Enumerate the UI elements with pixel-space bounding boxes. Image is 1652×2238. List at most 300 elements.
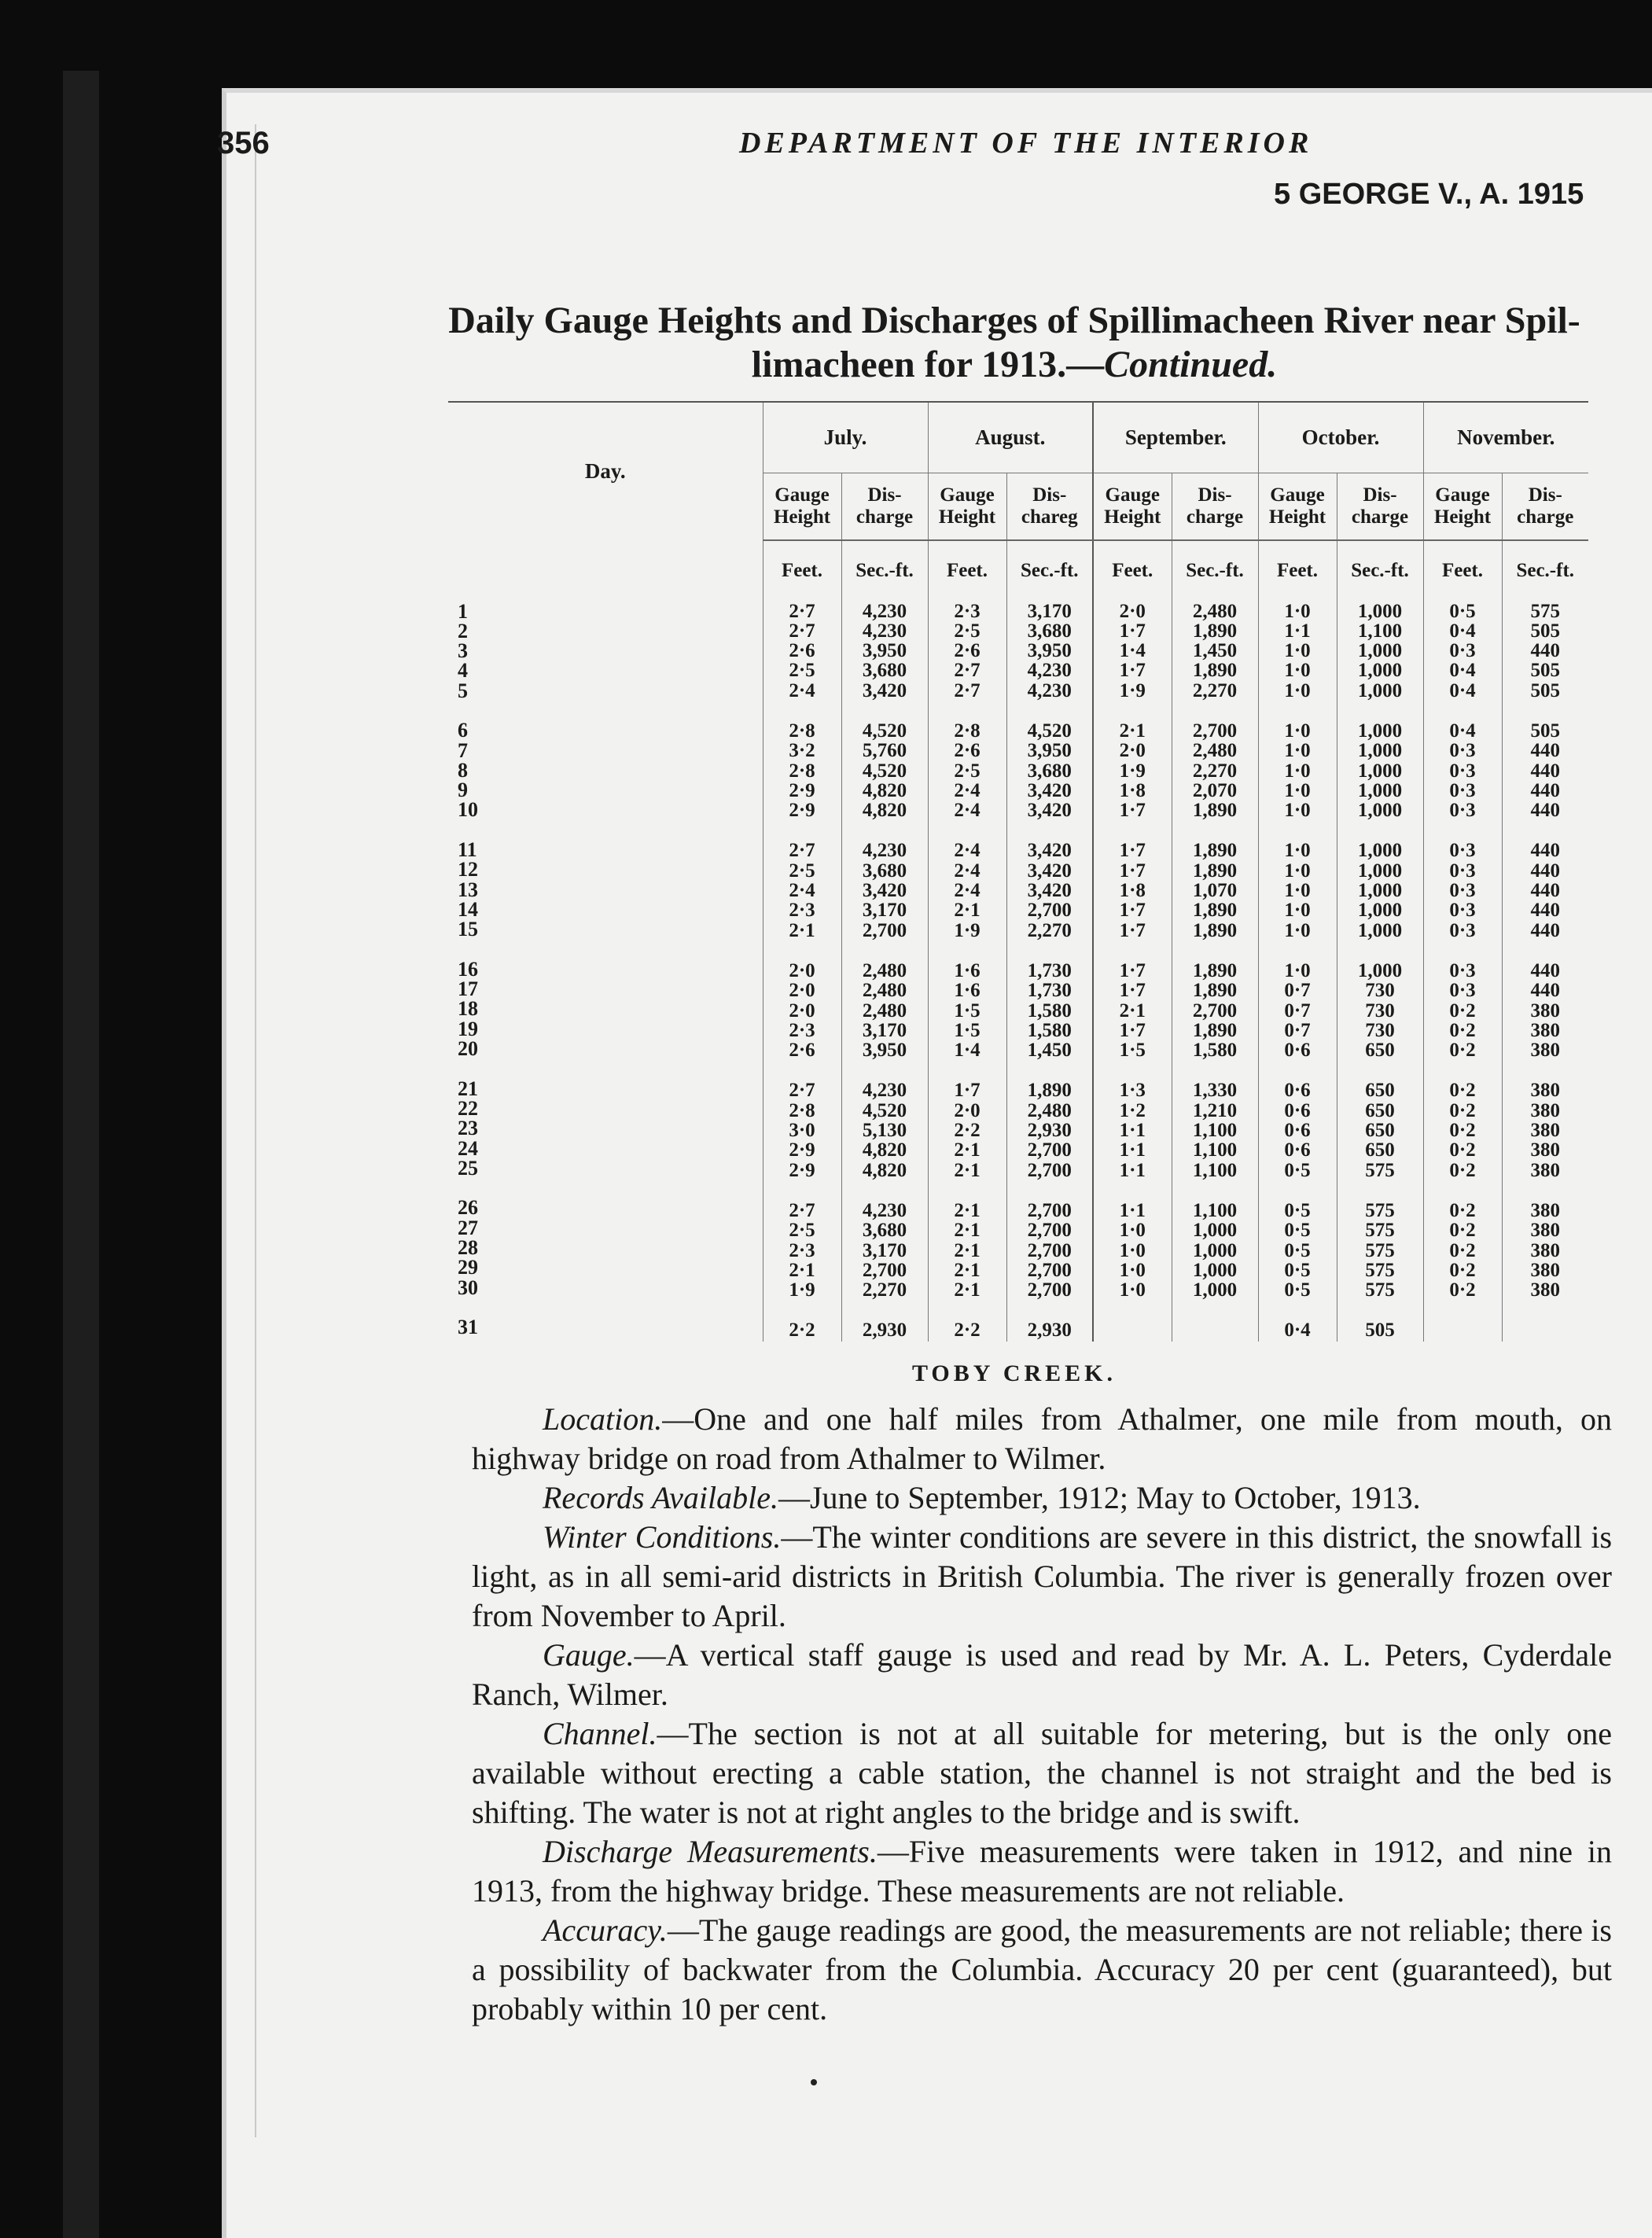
row-gap xyxy=(929,1300,1006,1320)
table-cell: 1·7 xyxy=(954,1080,981,1102)
day-number: 20 xyxy=(458,1037,478,1061)
table-cell: 3,950 xyxy=(1027,740,1072,762)
table-cell: 3,170 xyxy=(862,900,907,922)
table-cell: 1·1 xyxy=(1119,1120,1146,1142)
table-cell: 0·3 xyxy=(1449,800,1476,822)
table-cell: 1·0 xyxy=(1119,1220,1146,1242)
table-cell: 2·6 xyxy=(954,740,981,762)
table-cell: 1·5 xyxy=(954,999,981,1021)
month-header: September. xyxy=(1093,402,1258,473)
table-cell: 0·6 xyxy=(1284,1040,1311,1062)
day-number: 8 xyxy=(458,758,468,782)
data-column xyxy=(1006,601,1093,1342)
table-cell: 380 xyxy=(1530,1159,1560,1181)
paragraph-text: —Five measurements were taken in 1912, and nine in 1913, from the highway bridge. These measurements are not reliable. xyxy=(472,1834,1613,1909)
scan-left-edge xyxy=(63,71,99,2238)
table-cell: 2·3 xyxy=(789,1239,815,1261)
table-cell: 1·0 xyxy=(1284,720,1311,742)
table-cell: 2·7 xyxy=(954,660,981,682)
table-cell: 440 xyxy=(1530,740,1560,762)
session-note: 5 GEORGE V., A. 1915 xyxy=(1274,178,1584,211)
table-cell: 1·4 xyxy=(1119,640,1146,662)
table-cell: 2,700 xyxy=(862,1259,907,1281)
table-cell: 2,700 xyxy=(1027,1239,1072,1261)
table-cell: 380 xyxy=(1530,1019,1560,1041)
table-cell: 0·2 xyxy=(1449,1159,1476,1181)
table-cell: 0·2 xyxy=(1449,999,1476,1021)
table-cell: 3,420 xyxy=(1027,880,1072,902)
table-cell: 2·4 xyxy=(954,800,981,822)
table-cell: 4,230 xyxy=(862,620,907,642)
table-cell: 2·4 xyxy=(954,779,981,801)
table-cell: 2·1 xyxy=(954,1159,981,1181)
table-cell: 0·2 xyxy=(1449,1279,1476,1301)
month-header: October. xyxy=(1258,402,1423,473)
table-cell: 2,480 xyxy=(1027,1099,1072,1121)
table-cell: 380 xyxy=(1530,1220,1560,1242)
subheader-discharge: Dis-charge xyxy=(1502,473,1588,540)
row-gap xyxy=(843,1300,927,1320)
table-cell: 440 xyxy=(1530,800,1560,822)
table-cell: 0·2 xyxy=(1449,1239,1476,1261)
table-cell: 1·0 xyxy=(1284,600,1311,622)
table-cell: 1,000 xyxy=(1357,679,1403,701)
day-number: 15 xyxy=(458,918,478,941)
subheader-gauge: Gauge Height xyxy=(1423,473,1502,540)
table-cell: 1·7 xyxy=(1119,1019,1146,1041)
table-cell: 505 xyxy=(1530,620,1560,642)
table-cell: 2·8 xyxy=(789,760,815,782)
row-gap xyxy=(1008,940,1092,961)
row-gap xyxy=(1260,1060,1336,1080)
table-cell: 0·6 xyxy=(1284,1099,1311,1121)
day-number: 9 xyxy=(458,779,468,802)
table-cell: 1,100 xyxy=(1192,1159,1238,1181)
table-cell: 2,700 xyxy=(1192,999,1238,1021)
table-cell: 2·1 xyxy=(954,1199,981,1221)
table-cell: 440 xyxy=(1530,840,1560,862)
table-cell: 3,950 xyxy=(862,640,907,662)
table-cell: 3,680 xyxy=(1027,760,1072,782)
table-cell: 1·1 xyxy=(1119,1199,1146,1221)
table-cell: 1,000 xyxy=(1357,800,1403,822)
table-cell: 2,480 xyxy=(862,980,907,1002)
table-cell: 575 xyxy=(1365,1239,1395,1261)
table-cell: 1,000 xyxy=(1192,1279,1238,1301)
unit-label: Sec.-ft. xyxy=(1502,540,1588,601)
day-number: 28 xyxy=(458,1236,478,1259)
data-column xyxy=(763,601,841,1342)
day-number: 27 xyxy=(458,1216,478,1239)
table-cell: 0·2 xyxy=(1449,1080,1476,1102)
table-cell: 2,700 xyxy=(862,919,907,941)
paragraph xyxy=(472,1400,1612,1478)
table-cell: 3,680 xyxy=(862,1220,907,1242)
table-cell: 730 xyxy=(1365,999,1395,1021)
table-cell: 1·9 xyxy=(1119,760,1146,782)
gauge-table xyxy=(448,401,1588,1342)
table-cell: 575 xyxy=(1530,600,1560,622)
table-cell: 1,890 xyxy=(1192,900,1238,922)
subheader-gauge: Gauge Height xyxy=(763,473,841,540)
table-cell: 4,520 xyxy=(1027,720,1072,742)
row-gap xyxy=(1338,940,1422,961)
table-cell: 380 xyxy=(1530,1040,1560,1062)
table-cell: 1·1 xyxy=(1119,1139,1146,1161)
subheader-discharge: Dis-charge xyxy=(1172,473,1258,540)
table-cell: 0·7 xyxy=(1284,980,1311,1002)
row-gap xyxy=(1425,1180,1501,1201)
table-title: Daily Gauge Heights and Discharges of Spillimacheen River near Spil- limacheen for 1913.—Continued. xyxy=(448,300,1580,385)
row-gap xyxy=(1008,1180,1092,1201)
row-gap xyxy=(1425,940,1501,961)
table-cell: 2,700 xyxy=(1027,900,1072,922)
table-cell: 1,580 xyxy=(1027,1019,1072,1041)
row-gap xyxy=(1503,701,1588,721)
table-cell: 1,100 xyxy=(1192,1120,1238,1142)
day-number: 3 xyxy=(458,639,468,663)
row-gap xyxy=(1503,820,1588,841)
table-cell: 4,520 xyxy=(862,760,907,782)
paragraph xyxy=(472,1911,1612,2029)
table-cell: 0·3 xyxy=(1449,779,1476,801)
table-cell xyxy=(1425,1320,1501,1340)
table-cell: 0·2 xyxy=(1449,1120,1476,1142)
row-gap xyxy=(1095,1300,1171,1320)
table-cell: 0·3 xyxy=(1449,980,1476,1002)
table-cell: 2·5 xyxy=(789,660,815,682)
table-cell: 2·0 xyxy=(789,980,815,1002)
table-cell: 650 xyxy=(1365,1040,1395,1062)
table-cell: 380 xyxy=(1530,1259,1560,1281)
table-cell: 1·7 xyxy=(1119,660,1146,682)
table-cell xyxy=(1503,1320,1588,1340)
table-cell: 3,680 xyxy=(862,859,907,882)
table-cell: 1,000 xyxy=(1357,640,1403,662)
table-cell: 4,230 xyxy=(862,1199,907,1221)
table-cell: 1·0 xyxy=(1284,740,1311,762)
table-cell: 4,230 xyxy=(862,1080,907,1102)
table-cell: 1·7 xyxy=(1119,900,1146,922)
table-cell: 4,230 xyxy=(1027,679,1072,701)
row-gap xyxy=(843,1060,927,1080)
table-cell: 1·6 xyxy=(954,980,981,1002)
table-cell: 1·0 xyxy=(1284,679,1311,701)
table-cell: 2,480 xyxy=(1192,600,1238,622)
table-cell: 2·1 xyxy=(954,1239,981,1261)
table-cell: 650 xyxy=(1365,1099,1395,1121)
paragraph-text: —The gauge readings are good, the measurements are not reliable; there is a possibility of backwater from the Columbia. Accuracy 20 per cent (guaranteed), but probably within 10 per cent. xyxy=(472,1912,1612,2026)
day-number: 5 xyxy=(458,679,468,702)
unit-label: Feet. xyxy=(763,540,841,601)
table-cell: 1·9 xyxy=(954,919,981,941)
table-cell: 0·5 xyxy=(1284,1199,1311,1221)
row-gap xyxy=(1173,820,1257,841)
table-cell: 1,000 xyxy=(1357,859,1403,882)
unit-label: Feet. xyxy=(1093,540,1172,601)
section-body xyxy=(472,1400,1612,2029)
row-gap xyxy=(1173,1180,1257,1201)
table-cell: 0·5 xyxy=(1449,600,1476,622)
table-cell: 1·0 xyxy=(1284,800,1311,822)
unit-label: Feet. xyxy=(928,540,1006,601)
row-gap xyxy=(1173,1060,1257,1080)
table-cell: 2·1 xyxy=(954,900,981,922)
table-cell: 3,420 xyxy=(862,679,907,701)
table-cell: 0·2 xyxy=(1449,1259,1476,1281)
paragraph xyxy=(472,1832,1612,1911)
row-gap xyxy=(929,1180,1006,1201)
table-cell: 1·9 xyxy=(789,1279,815,1301)
paragraph-text: —One and one half miles from Athalmer, one mile from mouth, on highway bridge on road from Athalmer to Wilmer. xyxy=(472,1401,1612,1476)
table-cell: 5,130 xyxy=(862,1120,907,1142)
data-column xyxy=(1423,601,1502,1342)
table-cell: 0·2 xyxy=(1449,1099,1476,1121)
table-cell: 3·0 xyxy=(789,1120,815,1142)
row-gap xyxy=(1425,1300,1501,1320)
row-gap xyxy=(458,1298,762,1317)
table-cell: 1,580 xyxy=(1027,999,1072,1021)
paragraph-label: Gauge. xyxy=(543,1637,635,1673)
table-cell: 0·5 xyxy=(1284,1259,1311,1281)
data-column xyxy=(1258,601,1337,1342)
row-gap xyxy=(1008,1060,1092,1080)
table-cell: 1·5 xyxy=(1119,1040,1146,1062)
table-cell: 1,890 xyxy=(1192,1019,1238,1041)
row-gap xyxy=(764,940,841,961)
page-number: 356 xyxy=(217,126,270,160)
table-cell: 2·0 xyxy=(789,999,815,1021)
paragraph xyxy=(472,1714,1612,1832)
row-gap xyxy=(929,701,1006,721)
table-cell: 1·3 xyxy=(1119,1080,1146,1102)
day-number: 16 xyxy=(458,957,478,981)
table-cell: 2·0 xyxy=(789,959,815,981)
table-cell: 3·2 xyxy=(789,740,815,762)
table-cell: 1,000 xyxy=(1357,740,1403,762)
data-column xyxy=(1093,601,1172,1342)
paragraph-label: Accuracy. xyxy=(543,1912,668,1948)
row-gap xyxy=(929,940,1006,961)
day-number: 4 xyxy=(458,659,468,683)
table-cell: 0·3 xyxy=(1449,740,1476,762)
table-cell: 4,820 xyxy=(862,1139,907,1161)
table-cell: 1·7 xyxy=(1119,919,1146,941)
paragraph-label: Discharge Measurements. xyxy=(543,1834,878,1869)
table-cell: 2·0 xyxy=(954,1099,981,1121)
table-cell: 1,890 xyxy=(1192,800,1238,822)
table-cell: 380 xyxy=(1530,1099,1560,1121)
row-gap xyxy=(1338,701,1422,721)
table-cell: 1,580 xyxy=(1192,1040,1238,1062)
row-gap xyxy=(843,701,927,721)
table-cell: 1,000 xyxy=(1357,900,1403,922)
table-cell: 2·1 xyxy=(1119,720,1146,742)
row-gap xyxy=(1008,1300,1092,1320)
row-gap xyxy=(1095,940,1171,961)
table-cell: 440 xyxy=(1530,640,1560,662)
row-gap xyxy=(1260,1180,1336,1201)
table-cell: 0·3 xyxy=(1449,760,1476,782)
table-cell: 2,270 xyxy=(1192,679,1238,701)
table-cell: 1·4 xyxy=(954,1040,981,1062)
row-gap xyxy=(1173,940,1257,961)
data-column xyxy=(928,601,1006,1342)
table-cell: 380 xyxy=(1530,1199,1560,1221)
table-cell: 3,420 xyxy=(1027,840,1072,862)
row-gap xyxy=(458,1178,762,1198)
table-cell: 380 xyxy=(1530,999,1560,1021)
table-cell xyxy=(1173,1320,1257,1340)
table-cell: 2·9 xyxy=(789,800,815,822)
table-cell: 0·2 xyxy=(1449,1040,1476,1062)
row-gap xyxy=(1095,820,1171,841)
table-cell: 2·9 xyxy=(789,1139,815,1161)
table-cell: 1·0 xyxy=(1284,640,1311,662)
table-cell: 3,170 xyxy=(862,1239,907,1261)
table-cell: 2·8 xyxy=(789,720,815,742)
table-cell: 2·7 xyxy=(954,679,981,701)
table-cell: 380 xyxy=(1530,1279,1560,1301)
day-number: 26 xyxy=(458,1196,478,1220)
section-title: TOBY CREEK. xyxy=(911,1360,1117,1386)
table-cell: 1·0 xyxy=(1284,900,1311,922)
table-cell: 505 xyxy=(1365,1320,1395,1342)
table-cell: 3,950 xyxy=(862,1040,907,1062)
table-cell: 380 xyxy=(1530,1120,1560,1142)
table-cell: 2·1 xyxy=(954,1139,981,1161)
table-cell: 0·7 xyxy=(1284,999,1311,1021)
table-cell: 3,420 xyxy=(862,880,907,902)
table-cell: 2·4 xyxy=(789,880,815,902)
row-gap xyxy=(1260,1300,1336,1320)
subheader-gauge: Gauge Height xyxy=(1093,473,1172,540)
table-cell: 2·6 xyxy=(789,640,815,662)
table-cell: 2·0 xyxy=(1119,600,1146,622)
subheader-discharge: Dis-chareg xyxy=(1006,473,1093,540)
paragraph xyxy=(472,1478,1612,1518)
table-cell: 1·0 xyxy=(1284,859,1311,882)
table-cell: 440 xyxy=(1530,980,1560,1002)
table-cell: 2·6 xyxy=(789,1040,815,1062)
running-head: DEPARTMENT OF THE INTERIOR xyxy=(739,127,1313,160)
table-cell: 1,000 xyxy=(1357,880,1403,902)
row-gap xyxy=(1338,1060,1422,1080)
row-gap xyxy=(764,1060,841,1080)
row-gap xyxy=(1503,940,1588,961)
paragraph-label: Records Available. xyxy=(543,1480,778,1515)
table-cell: 2,700 xyxy=(1192,720,1238,742)
row-gap xyxy=(1095,1180,1171,1201)
table-cell: 650 xyxy=(1365,1120,1395,1142)
table-cell: 2·3 xyxy=(789,900,815,922)
table-cell: 2·7 xyxy=(789,840,815,862)
table-cell: 650 xyxy=(1365,1080,1395,1102)
table-cell: 1,000 xyxy=(1357,959,1403,981)
table-cell: 0·2 xyxy=(1449,1220,1476,1242)
month-header: November. xyxy=(1423,402,1588,473)
table-cell: 4,820 xyxy=(862,779,907,801)
row-gap xyxy=(764,701,841,721)
table-cell: 575 xyxy=(1365,1259,1395,1281)
table-cell: 0·4 xyxy=(1449,660,1476,682)
table-cell: 440 xyxy=(1530,959,1560,981)
table-cell: 2·1 xyxy=(954,1279,981,1301)
table-cell: 2·7 xyxy=(789,600,815,622)
paragraph-label: Channel. xyxy=(543,1716,657,1751)
table-cell: 575 xyxy=(1365,1159,1395,1181)
table-cell: 5,760 xyxy=(862,740,907,762)
day-number: 30 xyxy=(458,1275,478,1299)
table-cell: 2·2 xyxy=(954,1320,981,1342)
data-column xyxy=(1337,601,1423,1342)
table-cell: 575 xyxy=(1365,1279,1395,1301)
row-gap xyxy=(1503,1060,1588,1080)
table-cell: 2,700 xyxy=(1027,1139,1072,1161)
table-cell: 2·5 xyxy=(789,1220,815,1242)
table-cell: 3,680 xyxy=(862,660,907,682)
row-gap xyxy=(929,820,1006,841)
table-cell: 1·7 xyxy=(1119,980,1146,1002)
unit-label: Sec.-ft. xyxy=(1172,540,1258,601)
row-gap xyxy=(458,701,762,720)
table-cell: 2·4 xyxy=(789,679,815,701)
table-cell: 440 xyxy=(1530,900,1560,922)
table-cell: 1,890 xyxy=(1192,919,1238,941)
table-cell: 4,230 xyxy=(862,840,907,862)
day-number: 31 xyxy=(458,1316,478,1339)
row-gap xyxy=(1425,1060,1501,1080)
day-number: 1 xyxy=(458,599,468,623)
table-cell: 3,420 xyxy=(1027,779,1072,801)
table-cell: 2·5 xyxy=(789,859,815,882)
paragraph-text: —June to September, 1912; May to October, 1913. xyxy=(778,1480,1421,1515)
table-cell: 1·2 xyxy=(1119,1099,1146,1121)
table-cell: 1·0 xyxy=(1119,1259,1146,1281)
table-cell: 2·5 xyxy=(954,760,981,782)
row-gap xyxy=(1338,1180,1422,1201)
table-cell: 3,420 xyxy=(1027,800,1072,822)
table-cell: 2·6 xyxy=(954,640,981,662)
table-cell: 1,890 xyxy=(1027,1080,1072,1102)
day-number: 10 xyxy=(458,798,478,822)
row-gap xyxy=(1260,940,1336,961)
day-number: 29 xyxy=(458,1256,478,1279)
table-cell: 0·2 xyxy=(1449,1019,1476,1041)
unit-label: Sec.-ft. xyxy=(841,540,928,601)
table-cell: 4,520 xyxy=(862,720,907,742)
row-gap xyxy=(1173,701,1257,721)
table-cell: 1,000 xyxy=(1357,600,1403,622)
table-cell: 1·0 xyxy=(1284,959,1311,981)
table-cell: 4,820 xyxy=(862,800,907,822)
table-cell: 1·7 xyxy=(1119,840,1146,862)
paragraph-text: —The section is not at all suitable for metering, but is the only one available without erecting a cable station, the channel is not straight and the bed is shifting. The water is not at right angles to the bridge and is swift. xyxy=(472,1716,1612,1830)
table-cell: 1·7 xyxy=(1119,800,1146,822)
table-cell: 2·3 xyxy=(789,1019,815,1041)
table-cell: 2,270 xyxy=(1192,760,1238,782)
table-cell: 2·0 xyxy=(1119,740,1146,762)
row-gap xyxy=(764,1300,841,1320)
table-cell: 1·0 xyxy=(1284,919,1311,941)
day-number: 11 xyxy=(458,838,477,862)
row-gap xyxy=(1425,701,1501,721)
row-gap xyxy=(1338,1300,1422,1320)
table-cell: 505 xyxy=(1530,679,1560,701)
table-cell: 4,820 xyxy=(862,1159,907,1181)
table-cell: 2,480 xyxy=(862,959,907,981)
table-cell: 1,000 xyxy=(1357,660,1403,682)
